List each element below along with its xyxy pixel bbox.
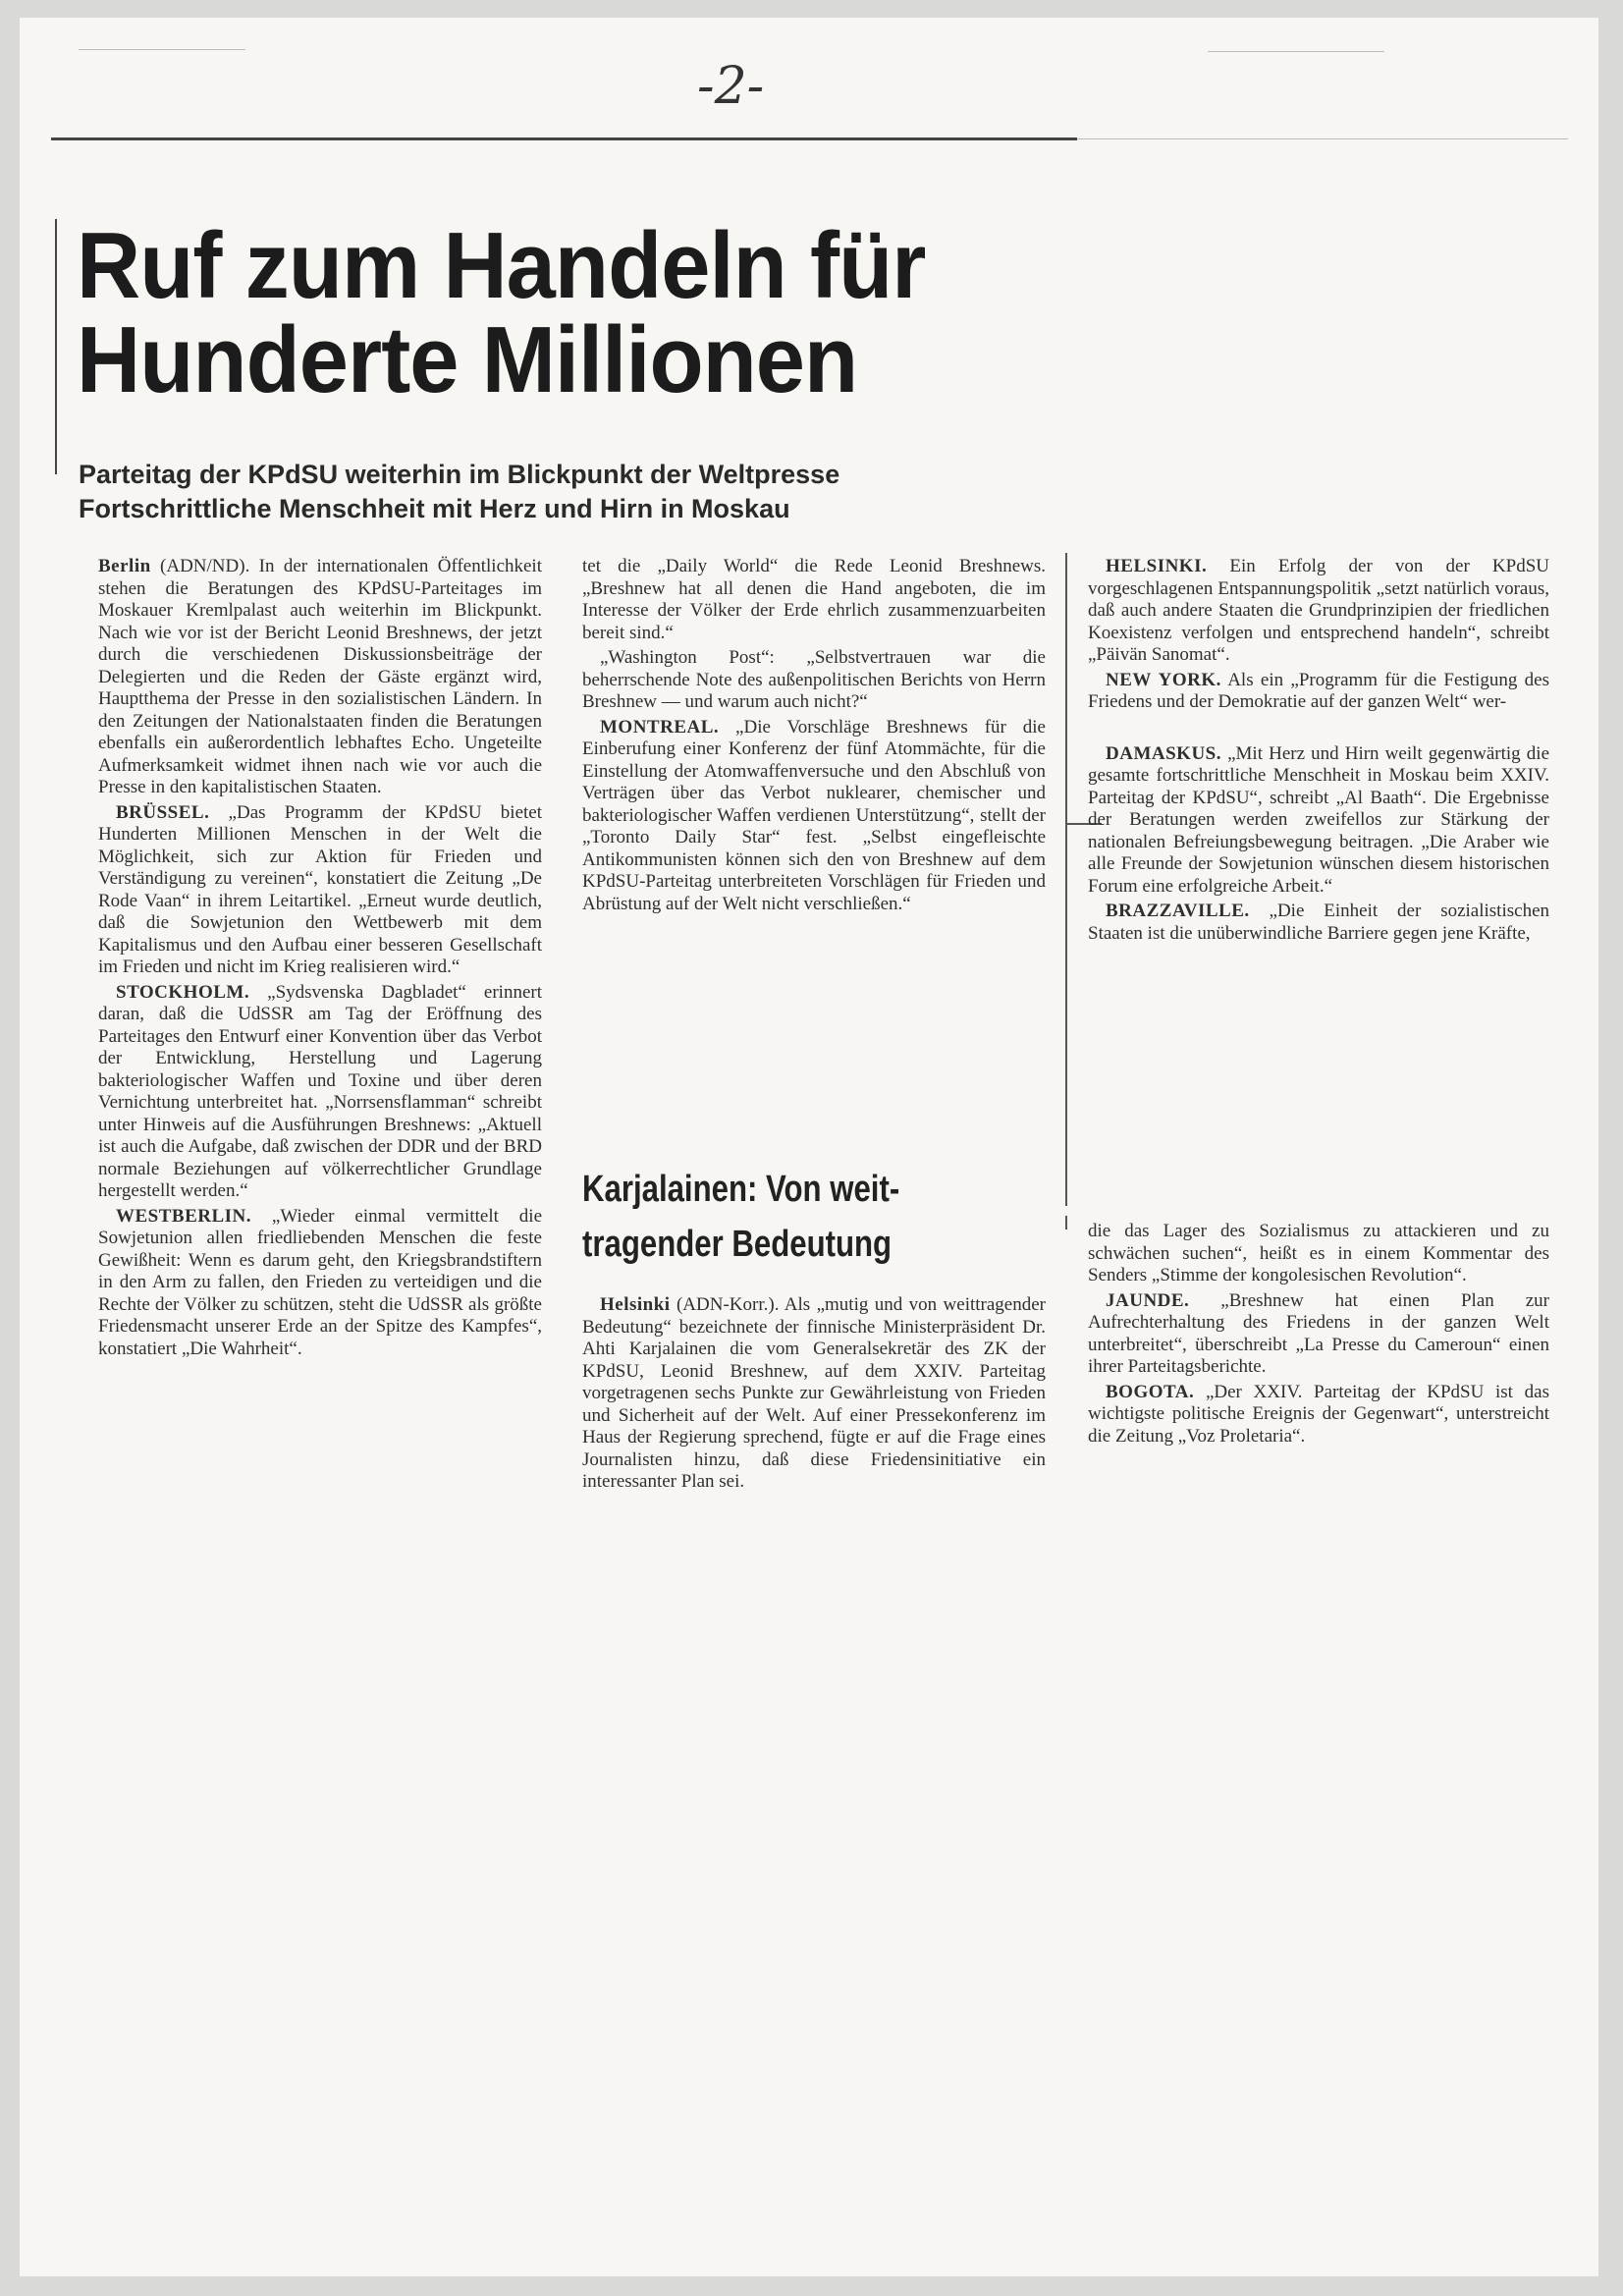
paragraph-text: „Sydsvenska Dagbladet“ erinnert daran, daß die UdSSR am Tag der Eröffnung des Parteitages den Entwurf einer Konvention über das Verbot der Entwicklung, Herstellung und Lagerung bakteriologischer Waffen und Toxine und über deren Vernichtung unterbreitet hat. „Norrsensflamman“ schreibt unter Hinweis auf die Ausführungen Breshnews: „Aktuell ist auch die Aufgabe, daß zwischen der DDR und der BRD normale Beziehungen auf völkerrechtlicher Grundlage hergestellt werden.“ xyxy=(98,981,542,1201)
dateline: BRÜSSEL. xyxy=(116,801,210,823)
paragraph-text: Ein Erfolg der von der KPdSU vorgeschlagenen Entspannungspolitik „setzt natürlich voraus, daß auch andere Staaten die Grundprinzipien der friedlichen Koexistenz verfolgen und entsprechend handeln“, schreibt „Päivän Sanomat“. xyxy=(1088,556,1549,665)
scan-line xyxy=(1208,51,1384,52)
dateline: MONTREAL. xyxy=(600,716,720,738)
dateline: BOGOTA. xyxy=(1106,1381,1195,1402)
column-3-continued xyxy=(1088,1221,1549,1450)
page-number: -2- xyxy=(697,57,765,116)
paragraph xyxy=(1088,901,1549,945)
paragraph-text: tet die „Daily World“ die Rede Leonid Breshnews. „Breshnew hat all denen die Hand angeboten, die im Interesse der Völker der Erde ehrlich zusammenzuarbeiten bereit sind.“ xyxy=(582,556,1046,643)
subheadline-line: Fortschrittliche Menschheit mit Herz und Hirn in Moskau xyxy=(79,494,790,523)
dateline: DAMASKUS. xyxy=(1106,742,1221,764)
dateline: WESTBERLIN. xyxy=(116,1205,252,1227)
dateline: Helsinki xyxy=(600,1294,671,1315)
dateline: NEW YORK. xyxy=(1106,669,1221,690)
headline-line: Hunderte Millionen xyxy=(77,307,858,412)
paragraph-text: (ADN/ND). In der internationalen Öffentlichkeit stehen die Beratungen des KPdSU-Parteitages im Moskauer Kremlpalast auch weiterhin im Blickpunkt. Nach wie vor ist der Bericht Leonid Breshnews, der jetzt durch die verschiedenen Diskussionsbeiträge der Delegierten und die Reden der Gäste ergänzt wird, Hauptthema der Presse in den sozialistischen Ländern. In den Zeitungen der Nationalstaaten finden die Beratungen ebenfalls ein außerordentlich lebhaftes Echo. Ungeteilte Aufmerksamkeit widmet ihnen nach wie vor auch die Presse in den kapitalistischen Staaten. xyxy=(98,556,542,797)
paragraph-text: „Das Programm der KPdSU bietet Hunderten Millionen Menschen in der Welt die Möglichkeit, sich zur Aktion für Frieden und Verständigung zu vereinen“, konstatiert die Zeitung „De Rode Vaan“ in ihrem Leitartikel. „Erneut wurde deutlich, daß die Sowjetunion den Wettbewerb mit dem Kapitalismus und den Aufbau einer besseren Gesellschaft im Frieden und nicht im Krieg realisieren wird.“ xyxy=(98,801,542,977)
paragraph xyxy=(98,802,542,979)
paragraph-text: „Der XXIV. Parteitag der KPdSU ist das wichtigste politische Ereignis der Gegenwart“, unterstreicht die Zeitung „Voz Proletaria“. xyxy=(1088,1381,1549,1447)
paragraph-text: „Die Einheit der sozialistischen Staaten ist die unüberwindliche Barriere gegen jene Kräfte, xyxy=(1088,901,1549,944)
headline xyxy=(77,213,926,412)
paragraph xyxy=(582,1294,1046,1494)
paragraph-text: „Mit Herz und Hirn weilt gegenwärtig die gesamte fortschrittliche Menschheit in Moskau beim XXIV. Parteitag der KPdSU“, schreibt „Al Baath“. Die Ergebnisse der Beratungen werden zweifellos zur Stärkung der nationalen Befreiungsbewegung beitragen. „Die Araber wie alle Freunde der Sowjetunion wünschen diesem historischen Forum eine erfolgreiche Arbeit.“ xyxy=(1088,742,1549,897)
column-3 xyxy=(1088,556,1549,948)
dateline: Berlin xyxy=(98,556,151,576)
paragraph-text: „Die Vorschläge Breshnews für die Einberufung einer Konferenz der fünf Atommächte, für die Einstellung der Atomwaffenversuche und den Abschluß von Verträgen über das Verbot nuklearer, chemischer und bakteriologischer Waffen verdienen Unterstützung“, stellt der „Toronto Daily Star“ fest. „Selbst eingefleischte Antikommunisten können sich den von Breshnew auf dem KPdSU-Parteitag unterbreiteten Vorschlägen für Frieden und Abrüstung auf der Welt nicht verschließen.“ xyxy=(582,716,1046,914)
paragraph xyxy=(1088,1221,1549,1287)
paragraph-text: „Breshnew hat einen Plan zur Aufrechterhaltung des Friedens in der ganzen Welt unterbreitet“, überschreibt „La Presse du Cameroun“ einen ihrer Parteitagsberichte. xyxy=(1088,1289,1549,1377)
paragraph xyxy=(582,647,1046,714)
paragraph xyxy=(1088,670,1549,714)
paragraph-text: „Wieder einmal vermittelt die Sowjetunion allen friedliebenden Menschen die feste Gewißheit: Wenn es darum geht, den Kriegsbrandstiftern in den Arm zu fallen, den Frieden zu verteidigen und die Rechte der Völker zu schützen, steht die UdSSR als größte Friedensmacht unserer Erde an der Spitze des Kampfes“, konstatiert „Die Wahrheit“. xyxy=(98,1205,542,1359)
dateline: JAUNDE. xyxy=(1106,1289,1190,1311)
paragraph xyxy=(1088,743,1549,899)
paragraph xyxy=(98,982,542,1203)
paragraph xyxy=(98,556,542,799)
scan-line xyxy=(79,49,245,50)
column-1 xyxy=(98,556,542,1363)
headline-border xyxy=(55,219,57,474)
article-headline-line: Karjalainen: Von weit- xyxy=(582,1169,900,1210)
dateline: STOCKHOLM. xyxy=(116,981,250,1003)
paragraph xyxy=(582,556,1046,644)
paragraph xyxy=(1088,1382,1549,1449)
column-2 xyxy=(582,556,1046,918)
column-2-article xyxy=(582,1294,1046,1497)
paragraph xyxy=(582,717,1046,916)
paragraph-text: die das Lager des Sozialismus zu attackieren und zu schwächen suchen“, heißt es in einem Kommentar des Senders „Stimme der kongolesischen Revolution“. xyxy=(1088,1221,1549,1285)
top-rule xyxy=(51,137,1077,140)
article-headline-line: tragender Bedeutung xyxy=(582,1224,893,1265)
article-headline xyxy=(582,1162,960,1272)
newspaper-page xyxy=(20,18,1598,2276)
dateline: HELSINKI. xyxy=(1106,556,1208,576)
column-rule xyxy=(1065,1216,1067,1230)
paragraph xyxy=(98,1206,542,1361)
paragraph-text: „Washington Post“: „Selbstvertrauen war die beherrschende Note des außenpolitischen Berichts von Herrn Breshnew — und warum auch nicht?“ xyxy=(582,647,1046,712)
subheadline-line: Parteitag der KPdSU weiterhin im Blickpunkt der Weltpresse xyxy=(79,460,840,489)
paragraph-text: (ADN-Korr.). Als „mutig und von weittragender Bedeutung“ bezeichnete der finnische Ministerpräsident Dr. Ahti Karjalainen die vom Generalsekretär des ZK der KPdSU, Leonid Breshnew, auf dem XXIV. Parteitag vorgetragenen sechs Punkte zur Gewährleistung von Frieden und Sicherheit auf der Welt. Auf einer Pressekonferenz im Haus der Regierung sprechend, fügte er auf die Frage eines Journalisten hinzu, daß diese Friedensinitiative ein interessanter Plan sei. xyxy=(582,1294,1046,1492)
paragraph xyxy=(1088,556,1549,667)
column-rule xyxy=(1065,553,1067,1206)
scan-line xyxy=(1077,138,1568,139)
dateline: BRAZZAVILLE. xyxy=(1106,901,1250,921)
paragraph-text: Als ein „Programm für die Festigung des Friedens und der Demokratie auf der ganzen Welt“ wer- xyxy=(1088,669,1549,712)
paragraph xyxy=(1088,1290,1549,1379)
subheadline xyxy=(79,458,1109,526)
headline-line: Ruf zum Handeln für xyxy=(77,213,926,318)
